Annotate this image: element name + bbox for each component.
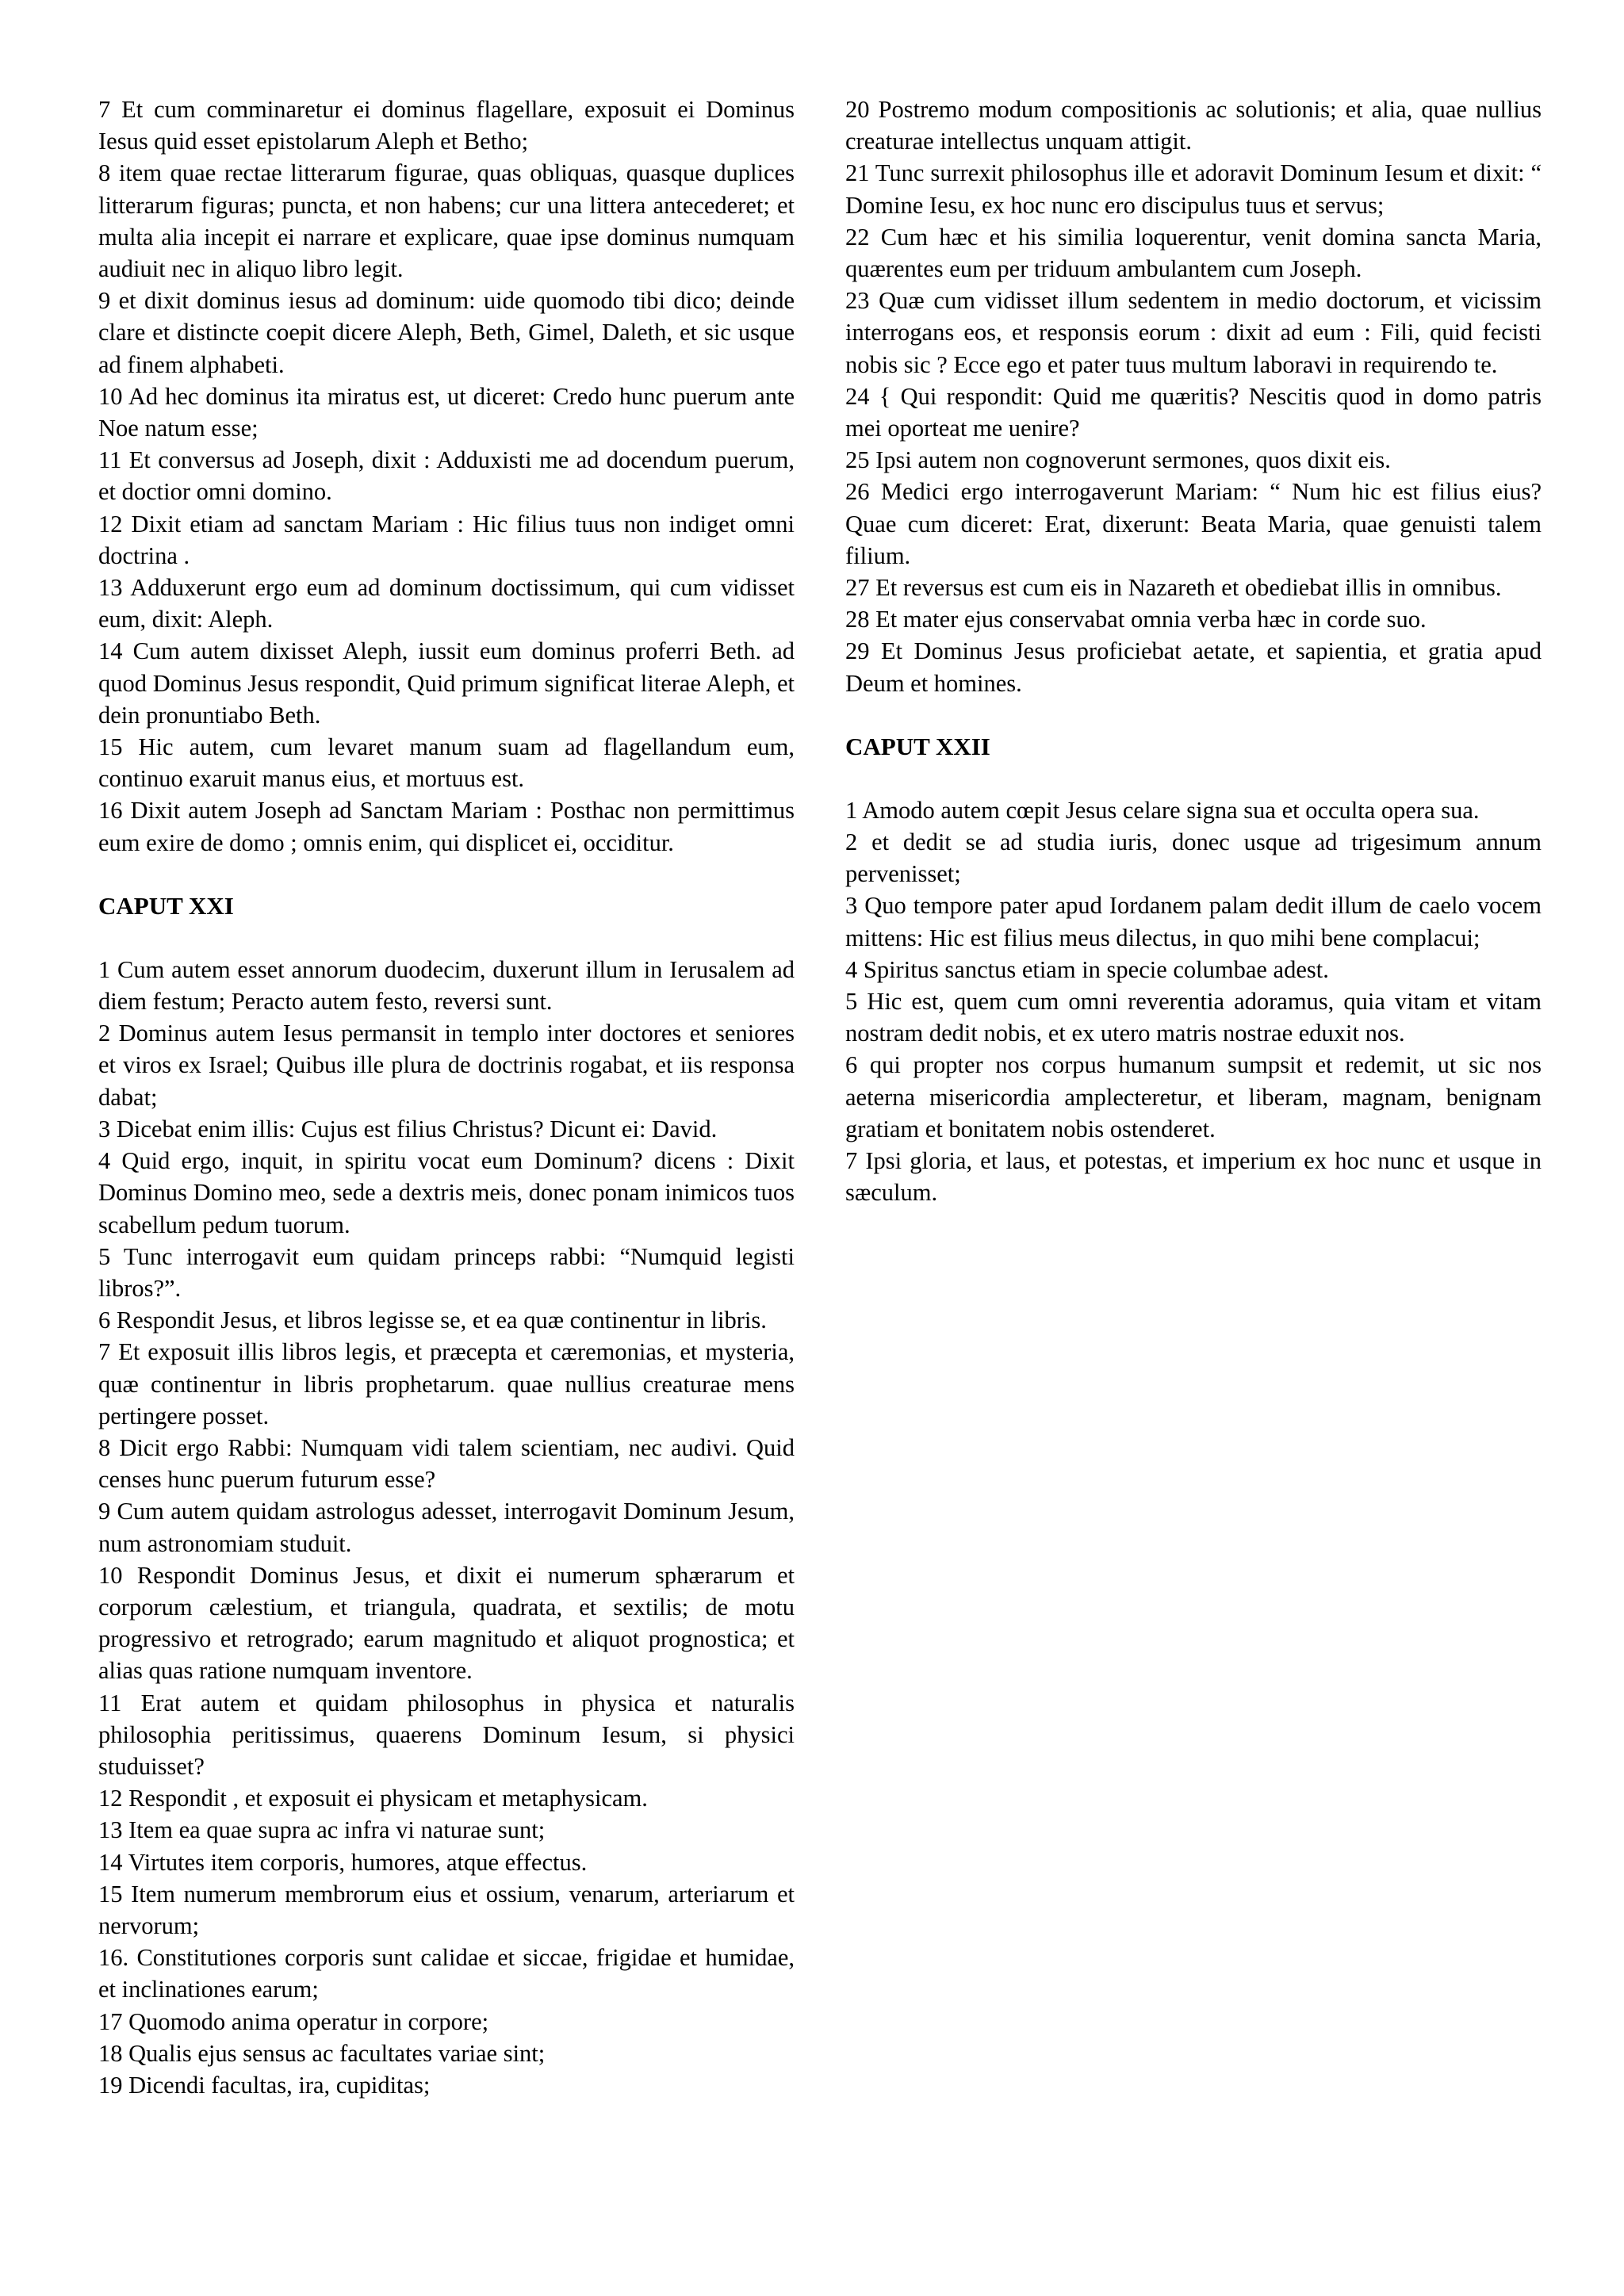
verse: 23 Quæ cum vidisset illum sedentem in medio doctorum, et vicissim interrogans eos, et responsis eorum : dixit ad eum : Fili, quid fecisti nobis sic ? Ecce ego et pater tuus multum laboravi in requirendo te. — [845, 287, 1542, 378]
verse: 13 Item ea quae supra ac infra vi naturae sunt; — [98, 1816, 546, 1844]
verse: 6 Respondit Jesus, et libros legisse se, et ea quæ continentur in libris. — [98, 1307, 767, 1334]
verse: 1 Amodo autem cœpit Jesus celare signa sua et occulta opera sua. — [845, 796, 1480, 824]
verse: 29 Et Dominus Jesus proficiebat aetate, et sapientia, et gratia apud Deum et homines. — [845, 637, 1542, 697]
verse: 16 Dixit autem Joseph ad Sanctam Mariam : Posthac non permittimus eum exire de domo ; omnis enim, qui displicet ei, occiditur. — [98, 797, 795, 856]
verse: 21 Tunc surrexit philosophus ille et adoravit Dominum Iesum et dixit: “ Domine Iesu, ex hoc nunc ero discipulus tuus et servus; — [845, 159, 1542, 219]
verse: 8 Dicit ergo Rabbi: Numquam vidi talem scientiam, nec audivi. Quid censes hunc puerum futurum esse? — [98, 1433, 795, 1494]
right-verses-top — [845, 94, 1542, 699]
verse: 11 Et conversus ad Joseph, dixit : Adduxisti me ad docendum puerum, et doctior omni domino. — [98, 446, 795, 506]
verse: 7 Et exposuit illis libros legis, et præcepta et cæremonias, et mysteria, quæ continentur in libris prophetarum. quae nullius creaturae mens pertingere posset. — [98, 1338, 795, 1429]
verse: 15 Hic autem, cum levaret manum suam ad flagellandum eum, continuo exaruit manus eius, et mortuus est. — [98, 733, 795, 793]
verse: 11 Erat autem et quidam philosophus in physica et naturalis philosophia peritissimus, quaerens Dominum Iesum, si physici studuisset? — [98, 1689, 795, 1780]
verse: 17 Quomodo anima operatur in corpore; — [98, 2007, 489, 2035]
chapter-heading-xxii: CAPUT XXII — [845, 732, 990, 760]
verse: 4 Spiritus sanctus etiam in specie columbae adest. — [845, 955, 1329, 983]
verse: 5 Hic est, quem cum omni reverentia adoramus, quia vitam et vitam nostram dedit nobis, et ex utero matris nostrae eduxit nos. — [845, 988, 1542, 1047]
verse: 22 Cum hæc et his similia loquerentur, venit domina sancta Maria, quærentes eum per triduum ambulantem cum Joseph. — [845, 223, 1542, 283]
verse: 2 et dedit se ad studia iuris, donec usque ad trigesimum annum pervenisset; — [845, 828, 1542, 888]
verse: 15 Item numerum membrorum eius et ossium, venarum, arteriarum et nervorum; — [98, 1880, 795, 1939]
document-page — [98, 94, 1542, 2101]
verse: 16. Constitutiones corporis sunt calidae et siccae, frigidae et humidae, et inclinationes earum; — [98, 1944, 795, 2003]
verse: 28 Et mater ejus conservabat omnia verba hæc in corde suo. — [845, 606, 1427, 633]
right-verses-bottom — [845, 794, 1542, 1209]
verse: 12 Dixit etiam ad sanctam Mariam : Hic filius tuus non indiget omni doctrina . — [98, 510, 795, 569]
verse: 25 Ipsi autem non cognoverunt sermones, quos dixit eis. — [845, 446, 1391, 474]
verse: 12 Respondit , et exposuit ei physicam et metaphysicam. — [98, 1785, 648, 1812]
verse: 19 Dicendi facultas, ira, cupiditas; — [98, 2071, 431, 2099]
verse: 9 Cum autem quidam astrologus adesset, interrogavit Dominum Jesum, num astronomiam studuit. — [98, 1498, 795, 1557]
verse: 18 Qualis ejus sensus ac facultates variae sint; — [98, 2039, 546, 2067]
verse: 24 { Qui respondit: Quid me quæritis? Nescitis quod in domo patris mei oporteat me uenire? — [845, 382, 1542, 442]
verse: 13 Adduxerunt ergo eum ad dominum doctissimum, qui cum vidisset eum, dixit: Aleph. — [98, 574, 795, 633]
verse: 14 Virtutes item corporis, humores, atque effectus. — [98, 1848, 588, 1876]
left-column — [98, 94, 795, 2101]
left-verses-bottom — [98, 954, 795, 2101]
verse: 4 Quid ergo, inquit, in spiritu vocat eum Dominum? dicens : Dixit Dominus Domino meo, sede a dextris meis, donec ponam inimicos tuos scabellum pedum tuorum. — [98, 1147, 795, 1238]
verse: 8 item quae rectae litterarum figurae, quas obliquas, quasque duplices litterarum figuras; puncta, et non habens; cur una littera antecederet; et multa alia incepit ei narrare et explicare, quae ipse dominus numquam audiuit nec in aliquo libro legit. — [98, 159, 795, 283]
verse: 2 Dominus autem Iesus permansit in templo inter doctores et seniores et viros ex Israel; Quibus ille plura de doctrinis rogabat, et iis responsa dabat; — [98, 1020, 795, 1111]
chapter-heading-xxi: CAPUT XXI — [98, 891, 234, 920]
verse: 14 Cum autem dixisset Aleph, iussit eum dominus proferri Beth. ad quod Dominus Jesus respondit, Quid primum significat literae Aleph, et dein pronuntiabo Beth. — [98, 637, 795, 729]
left-verses-top — [98, 94, 795, 859]
verse: 10 Respondit Dominus Jesus, et dixit ei numerum sphærarum et corporum cælestium, et triangula, quadrata, et sextilis; de motu progressivo et retrogrado; earum magnitudo et aliquot prognostica; et alias quas ratione numquam inventore. — [98, 1561, 795, 1685]
verse: 27 Et reversus est cum eis in Nazareth et obediebat illis in omnibus. — [845, 574, 1502, 602]
verse: 5 Tunc interrogavit eum quidam princeps rabbi: “Numquid legisti libros?”. — [98, 1242, 795, 1302]
right-column — [845, 94, 1542, 2101]
verse: 6 qui propter nos corpus humanum sumpsit et redemit, ut sic nos aeterna misericordia amplecteretur, et liberam, magnam, benignam gratiam et bonitatem nobis ostenderet. — [845, 1051, 1542, 1142]
verse: 3 Quo tempore pater apud Iordanem palam dedit illum de caelo vocem mittens: Hic est filius meus dilectus, in quo mihi bene complacui; — [845, 892, 1542, 951]
verse: 9 et dixit dominus iesus ad dominum: uide quomodo tibi dico; deinde clare et distincte coepit dicere Aleph, Beth, Gimel, Daleth, et sic usque ad finem alphabeti. — [98, 287, 795, 378]
verse: 10 Ad hec dominus ita miratus est, ut diceret: Credo hunc puerum ante Noe natum esse; — [98, 382, 795, 442]
verse: 7 Et cum comminaretur ei dominus flagellare, exposuit ei Dominus Iesus quid esset epistolarum Aleph et Betho; — [98, 96, 795, 155]
verse: 1 Cum autem esset annorum duodecim, duxerunt illum in Ierusalem ad diem festum; Peracto autem festo, reversi sunt. — [98, 955, 795, 1016]
verse: 26 Medici ergo interrogaverunt Mariam: “ Num hic est filius eius? Quae cum diceret: Erat, dixerunt: Beata Maria, quae genuisti talem filium. — [845, 478, 1542, 569]
verse: 3 Dicebat enim illis: Cujus est filius Christus? Dicunt ei: David. — [98, 1115, 718, 1142]
verse: 7 Ipsi gloria, et laus, et potestas, et imperium ex hoc nunc et usque in sæculum. — [845, 1147, 1542, 1207]
verse: 20 Postremo modum compositionis ac solutionis; et alia, quae nullius creaturae intellectus unquam attigit. — [845, 96, 1542, 155]
